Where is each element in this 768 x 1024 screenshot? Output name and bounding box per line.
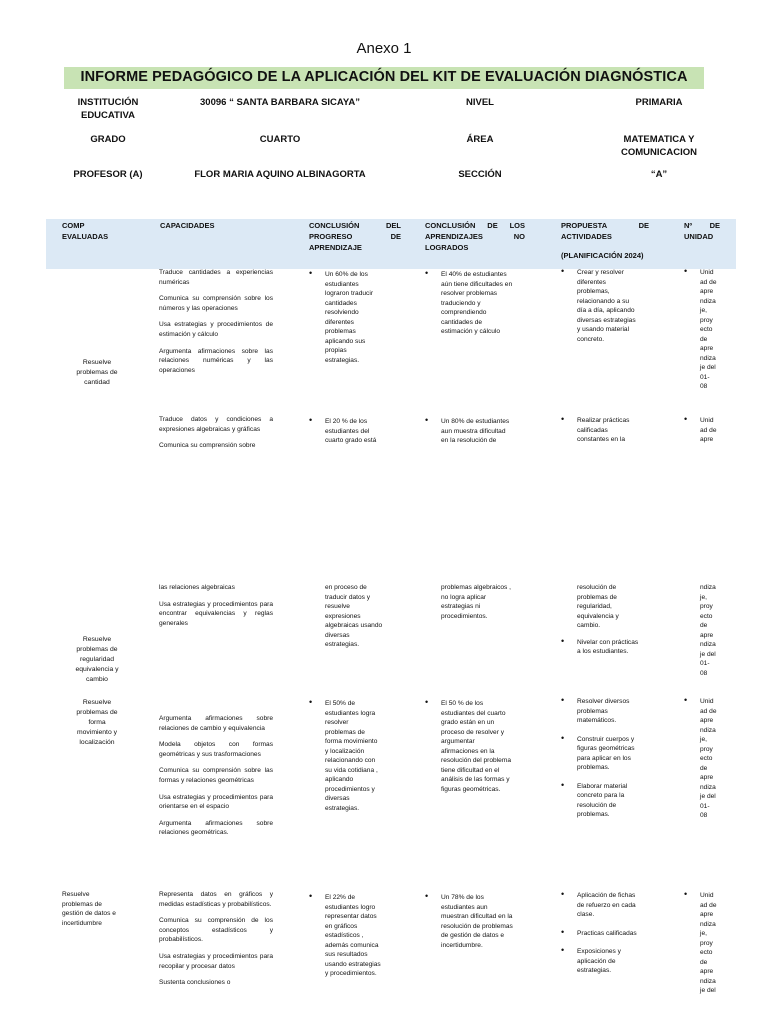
nivel-label: NIVEL <box>466 97 494 108</box>
progreso-forma <box>309 699 394 813</box>
propuesta-item: • Nivelar con prácticas a los estudiantes. <box>561 638 661 657</box>
nolog-regularidad-a <box>425 417 540 446</box>
propuesta-gestion <box>561 891 661 976</box>
capacidades-regularidad-a <box>159 415 273 458</box>
comp-forma: Resuelve problemas de forma movimiento y localización <box>76 699 118 746</box>
area-label: ÁREA <box>466 134 494 145</box>
propuesta-regularidad-a <box>561 416 661 445</box>
capacidad-item: Usa estrategias y procedimientos para encontrar equivalencias y reglas generales <box>159 600 273 627</box>
grado-value: CUARTO <box>259 134 301 145</box>
seccion-label: SECCIÓN <box>458 169 502 180</box>
propuesta-cont: resolución de problemas de regularidad, equivalencia y cambio. <box>577 584 619 629</box>
progreso-regularidad-b: en proceso de traducir datos y resuelve expresiones algebraicas usando diversas estrategias. <box>325 584 383 648</box>
profesor-value: FLOR MARIA AQUINO ALBINAGORTA <box>194 169 366 180</box>
header-capacidades: CAPACIDADES <box>160 221 215 230</box>
nivel-value: PRIMARIA <box>635 97 683 108</box>
profesor-label: PROFESOR (A) <box>73 169 143 180</box>
comp-cantidad: Resuelve problemas de cantidad <box>76 359 118 386</box>
capacidad-item: Usa estrategias y procedimientos para orientarse en el espacio <box>159 793 273 811</box>
capacidad-item: Comunica su comprensión de los conceptos estadísticos y probabilísticos. <box>159 917 273 944</box>
unidad-text: • Unid ad de apre <box>684 416 724 445</box>
propuesta-item: • Realizar prácticas calificadas constantes en la <box>561 416 661 445</box>
grado-label: GRADO <box>90 134 126 145</box>
progreso-regularidad-a <box>309 417 394 446</box>
capacidad-item: Argumenta afirmaciones sobre las relaciones numéricas y las operaciones <box>159 347 273 374</box>
progreso-text: • El 50% de estudiantes logra resolver problemas de forma movimiento y localización relacionando con su vida cotidiana , aplicando procedimientos y diversas estrategias. <box>309 699 394 813</box>
nolog-text: • Un 80% de estudiantes aun muestra dificultad en la resolución de <box>425 417 540 446</box>
progreso-gestion <box>309 893 394 979</box>
capacidad-item: Representa datos en gráficos y medidas estadísticas y probabilísticos. <box>159 891 273 908</box>
progreso-text: • El 20 % de los estudiantes del cuarto grado está <box>309 417 394 446</box>
unidad-text: • Unid ad de apre ndiza je, proy ecto de apre ndiza je del 01- 08 <box>684 268 724 392</box>
propuesta-item: • Resolver diversos problemas matemáticos. <box>561 697 661 726</box>
area-value: MATEMATICA Y COMUNICACION <box>621 134 697 158</box>
capacidad-item: Traduce datos y condiciones a expresiones algebraicas y gráficas <box>159 416 273 433</box>
propuesta-regularidad-b <box>561 583 661 657</box>
nolog-text: • Un 78% de los estudiantes aun muestran dificultad en la resolución de problemas de gestión de datos e incertidumbre. <box>425 893 540 950</box>
nolog-forma <box>425 699 540 794</box>
header-comp: COMP EVALUADAS <box>62 221 109 241</box>
capacidades-cantidad <box>159 268 273 382</box>
capacidades-forma <box>159 714 273 845</box>
propuesta-item: • Construir cuerpos y figuras geométricas para aplicar en los problemas. <box>561 735 661 773</box>
title-banner <box>64 67 704 89</box>
header-progreso: CONCLUSIÓN DEL PROGRESO DE APRENDIZAJE <box>309 221 401 252</box>
nolog-text: • El 50 % de los estudiantes del cuarto grado están en un proceso de resolver y argumentar afirmaciones en la resolución del problema tiene dificultad en el análisis de las formas y figuras geométricas. <box>425 699 540 794</box>
unidad-text: • Unid ad de apre ndiza je, proy ecto de apre ndiza je del 01- 08 <box>684 697 724 821</box>
capacidad-item: Comunica su comprensión sobre las formas y relaciones geométricas <box>159 767 273 784</box>
capacidad-item: Argumenta afirmaciones sobre relaciones geométricas. <box>159 819 273 837</box>
institucion-label: INSTITUCIÓN EDUCATIVA <box>77 97 139 121</box>
unidad-cantidad <box>684 268 724 392</box>
nolog-text: • El 40% de estudiantes aún tiene dificultades en resolver problemas traduciendo y comprendiendo cantidades de estimación y cálculo <box>425 270 540 337</box>
header-planificacion: (PLANIFICACIÓN 2024) <box>561 251 644 260</box>
capacidad-item: las relaciones algebraicas <box>159 584 235 591</box>
capacidad-item: Comunica su comprensión sobre <box>159 442 256 450</box>
progreso-cantidad <box>309 270 394 365</box>
header-no-logrados: CONCLUSIÓN DE LOS APRENDIZAJES NO LOGRADOS <box>425 221 525 252</box>
seccion-value: “A” <box>650 169 668 180</box>
propuesta-item: • Elaborar material concreto para la resolución de problemas. <box>561 782 661 820</box>
capacidad-item: Modela objetos con formas geométricas y sus trasformaciones <box>159 741 273 758</box>
capacidades-regularidad-b <box>159 583 273 635</box>
propuesta-item: • Practicas calificadas <box>561 929 661 939</box>
unidad-regularidad-b: ndiza je, proy ecto de apre ndiza je del 01- 08 <box>700 584 716 677</box>
header-propuesta: PROPUESTA DE ACTIVIDADES <box>561 221 649 241</box>
capacidad-item: Argumenta afirmaciones sobre relaciones de cambio y equivalencia <box>159 715 273 732</box>
report-title: INFORME PEDAGÓGICO DE LA APLICACIÓN DEL KIT DE EVALUACIÓN DIAGNÓSTICA <box>80 69 688 85</box>
nolog-cantidad <box>425 270 540 337</box>
unidad-gestion <box>684 891 724 996</box>
unidad-regularidad-a <box>684 416 724 445</box>
annex-label: Anexo 1 <box>356 40 412 57</box>
unidad-forma <box>684 697 724 821</box>
propuesta-item: • Aplicación de fichas de refuerzo en cada clase. <box>561 891 661 920</box>
capacidad-item: Traduce cantidades a experiencias numéricas <box>159 269 273 286</box>
propuesta-forma <box>561 697 661 820</box>
capacidad-item: Usa estrategias y procedimientos para recopilar y procesar datos <box>159 952 273 970</box>
unidad-text: • Unid ad de apre ndiza je, proy ecto de apre ndiza je del <box>684 891 724 996</box>
progreso-text: • El 22% de estudiantes logro representar datos en gráficos estadísticos , además comunica sus resultados usando estrategias y procedimientos. <box>309 893 394 979</box>
capacidad-item: Usa estrategias y procedimientos de estimación y cálculo <box>159 321 273 338</box>
comp-gestion-datos: Resuelve problemas de gestión de datos e incertidumbre <box>62 891 116 927</box>
nolog-regularidad-b: problemas algebraicos , no logra aplicar estrategias ni procedimientos. <box>441 584 512 620</box>
institucion-value: 30096 “ SANTA BARBARA SICAYA” <box>200 97 360 108</box>
comp-regularidad: Resuelve problemas de regularidad equivalencia y cambio <box>75 636 119 683</box>
propuesta-item: • Exposiciones y aplicación de estrategias. <box>561 947 661 976</box>
header-unidad: Nº DE UNIDAD <box>684 221 720 241</box>
capacidad-item: Sustenta conclusiones o <box>159 979 231 987</box>
capacidades-gestion <box>159 890 273 995</box>
capacidad-item: Comunica su comprensión sobre los números y las operaciones <box>159 295 273 312</box>
propuesta-cantidad <box>561 268 661 344</box>
nolog-gestion <box>425 893 540 950</box>
progreso-text: • Un 60% de los estudiantes lograron traducir cantidades resolviendo diferentes problemas aplicando sus propias estrategias. <box>309 270 394 365</box>
propuesta-item: • Crear y resolver diferentes problemas, relacionando a su día a día, aplicando diversas estrategias y usando material concreto. <box>561 268 661 344</box>
